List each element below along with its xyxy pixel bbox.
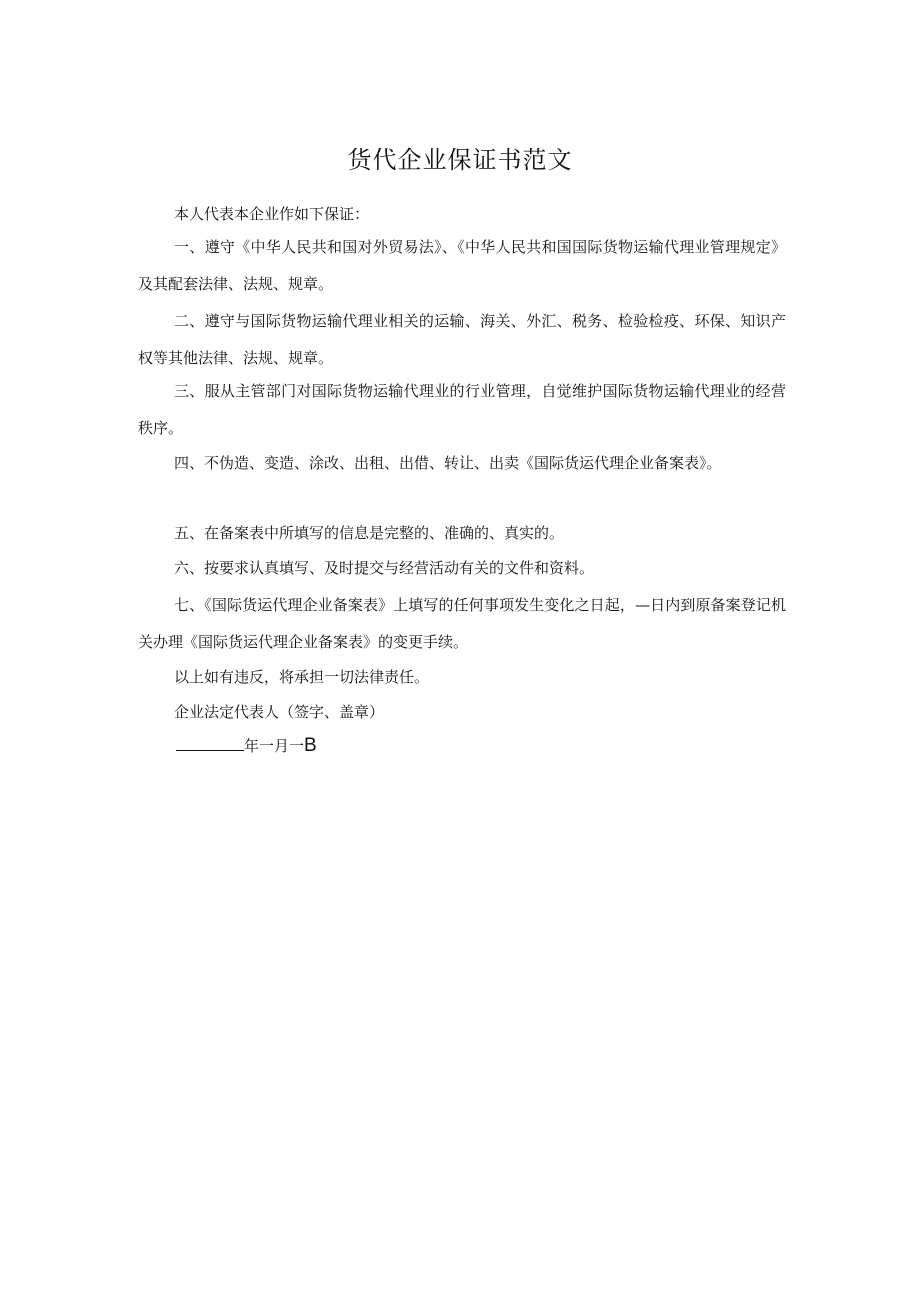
clause-2: 二、遵守与国际货物运输代理业相关的运输、海关、外汇、税务、检验检疫、环保、知识产权等其他法律、法规、规章。	[138, 312, 786, 367]
signature-line: 企业法定代表人（签字、盖章）	[174, 703, 385, 721]
date-year-month-label: 年一月一	[244, 737, 305, 755]
intro-paragraph: 本人代表本企业作如下保证：	[174, 205, 370, 223]
document-title: 货代企业保证书范文	[347, 146, 573, 174]
clause-1: 一、遵守《中华人民共和国对外贸易法》、《中华人民共和国国际货物运输代理业管理规定》及其配套法律、法规、规章。	[138, 238, 786, 293]
date-line	[176, 734, 317, 758]
closing-statement: 以上如有违反，将承担一切法律责任。	[174, 668, 430, 686]
clause-5: 五、在备案表中所填写的信息是完整的、准确的、真实的。	[174, 524, 565, 542]
clause-4: 四、不伪造、变造、涂改、出租、出借、转让、出卖《国际货运代理企业备案表》。	[174, 454, 722, 472]
clause-7: 七、《国际货运代理企业备案表》上填写的任何事项发生变化之日起，—日内到原备案登记机关办理《国际货运代理企业备案表》的变更手续。	[138, 596, 786, 651]
clause-6: 六、按要求认真填写、及时提交与经营活动有关的文件和资料。	[174, 559, 595, 577]
clause-3: 三、服从主管部门对国际货物运输代理业的行业管理，自觉维护国际货物运输代理业的经营秩序。	[138, 382, 786, 437]
date-day-label: B	[304, 735, 317, 756]
date-blank	[176, 734, 244, 751]
